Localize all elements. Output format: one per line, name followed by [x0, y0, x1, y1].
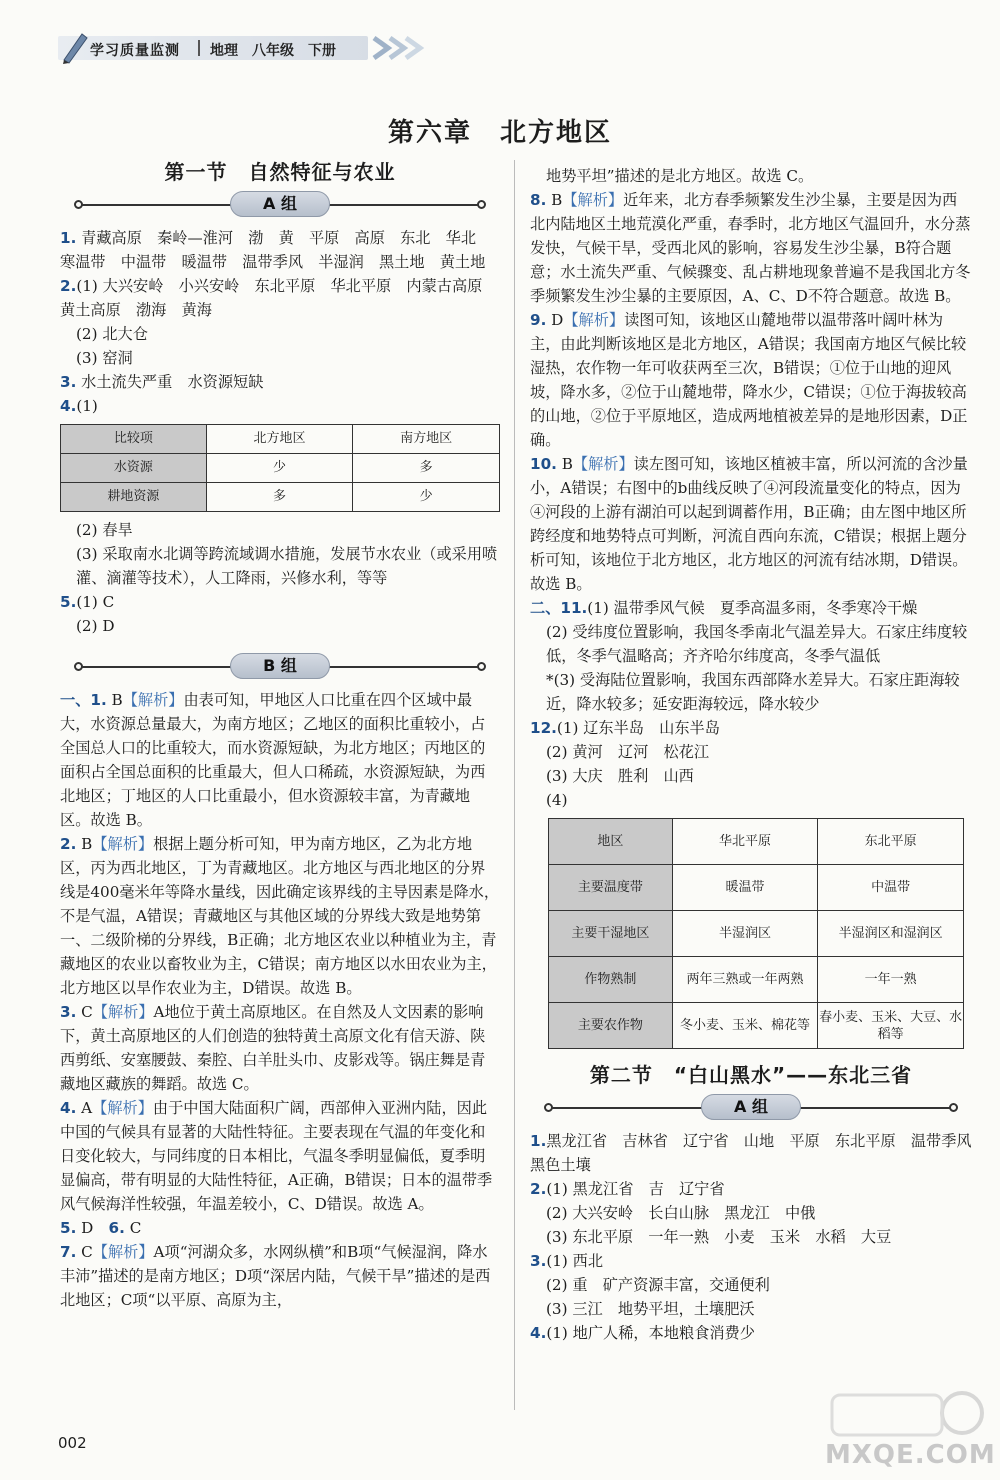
answer-b12-4: (4)	[546, 791, 568, 809]
answer-s2-2: 2.(1) 黑龙江省 吉 辽宁省	[530, 1180, 725, 1198]
answer-2-3: (3) 窑洞	[76, 349, 133, 367]
table-cell: 两年三熟或一年两熟	[672, 957, 818, 1003]
answer-choice: B	[561, 455, 573, 473]
answer-text: (1) 温带季风气候 夏季高温多雨，冬季寒冷干燥	[587, 599, 918, 617]
answer-b7: 7. C【解析】A项“河湖众多，水网纵横”和B项“气候湿润，降水丰沛”描述的是南方地区；D项“深居内陆，气候干旱”描述的是西北地区；C项“以平原、高原为主，	[60, 1243, 491, 1309]
answer-b11: 二、11.(1) 温带季风气候 夏季高温多雨，冬季寒冷干燥	[530, 599, 918, 617]
answer-3: 3. 水土流失严重 水资源短缺	[60, 373, 264, 391]
answer-choice: C	[129, 1219, 142, 1237]
answer-text: 读左图可知，该地区植被丰富，所以河流的含沙量小，A错误；右图中的b曲线反映了④河段流量变化的特点，因为④河段的上游有湖泊可以起到调蓄作用，B正确；由左图中地区所跨经度和地势特点可判断，河流自西向东流，C错误；根据上题分析可知，该地位于北方地区，北方地区的河流有结冰期，D错误。故选 B。	[530, 455, 968, 593]
answer-b2: 2. B【解析】根据上题分析可知，甲为南方地区，乙为北方地区，丙为西北地区，丁为青藏地区。北方地区与西北地区的分界线是400毫米年等降水量线，因此确定该界线的主导因素是降水，不是气温，A错误；青藏地区与其他区域的分界线大致是地势第一、二级阶梯的分界线，B正确；北方地区农业以种植业为主，青藏地区的农业以畜牧业为主，C错误；南方地区以水田农业为主，北方地区以旱作农业为主，D错误。故选 B。	[60, 835, 500, 997]
answer-text: 青藏高原 秦岭—淮河 渤 黄 平原 高原 东北 华北 寒温带 中温带 暖温带 温带季风 半湿润 黑土地 黄土地	[60, 229, 492, 271]
column-divider	[514, 160, 515, 1410]
table-row	[549, 1003, 964, 1049]
answer-5: 5.(1) C	[60, 593, 115, 611]
answer-choice: B	[551, 191, 563, 209]
answer-choice: C	[81, 1003, 93, 1021]
group-a2-badge: A 组	[701, 1094, 801, 1120]
answer-text: A地位于黄土高原地区。在自然及人文因素的影响下，黄土高原地区的人们创造的独特黄土高原文化有信天游、陕西剪纸、安塞腰鼓、秦腔、白羊肚头巾、皮影戏等。锅庄舞是青藏地区藏族的舞蹈。故选 C。	[60, 1003, 486, 1093]
answer-choice: B	[111, 691, 123, 709]
group-b-header	[60, 652, 500, 682]
group-a2-header	[530, 1093, 972, 1123]
answer-b12-2: (2) 黄河 辽河 松花江	[546, 743, 710, 761]
answer-b3: 3. C【解析】A地位于黄土高原地区。在自然及人文因素的影响下，黄土高原地区的人们创造的独特黄土高原文化有信天游、陕西剪纸、安塞腰鼓、秦腔、白羊肚头巾、皮影戏等。锅庄舞是青藏地区藏族的舞蹈。故选 C。	[60, 1003, 486, 1093]
table-cell: 耕地资源	[61, 483, 207, 512]
answer-b11-3: *(3) 受海陆位置影响，我国东西部降水差异大。石家庄距海较近，降水较多；延安距海较远，降水较少	[546, 671, 960, 713]
table-cell: 少	[206, 454, 353, 483]
answer-s2-4: 4.(1) 地广人稀，本地粮食消费少	[530, 1324, 755, 1342]
answer-b12-3: (3) 大庆 胜利 山西	[546, 767, 694, 785]
table-row	[61, 425, 500, 454]
table-cell: 多	[206, 483, 353, 512]
table-cell: 暖温带	[672, 865, 818, 911]
answer-2: 2.(1) 大兴安岭 小兴安岭 东北平原 华北平原 内蒙古高原 黄土高原 渤海 黄海	[60, 277, 498, 319]
table-cell: 地区	[549, 819, 673, 865]
answer-text: (1) 黑龙江省 吉 辽宁省	[546, 1180, 725, 1198]
answer-choice: D	[81, 1219, 94, 1237]
answer-s2-3-2: (2) 重 矿产资源丰富，交通便利	[546, 1276, 770, 1294]
group-dot-right	[477, 662, 486, 671]
group-a-header	[60, 190, 500, 220]
answer-choice: A	[81, 1099, 93, 1117]
table-cell: 比较项	[61, 425, 207, 454]
answer-text: (1) C	[76, 593, 115, 611]
answer-4-2: (2) 春旱	[76, 521, 133, 539]
answer-text: (1)	[76, 397, 98, 415]
answer-b1: 一、1. B【解析】由表可知，甲地区人口比重在四个区域中最大，水资源总量最大，为南方地区；乙地区的面积比重较小，占全国总人口的比重较大，而水资源短缺，为北方地区；丙地区的面积占全国总面积的比重最大，但人口稀疏，水资源短缺，为西北地区；丁地区的人口比重最小，但水资源较丰富，为青藏地区。故选 B。	[60, 691, 486, 829]
left-column	[60, 160, 500, 1312]
answer-s2-1: 1.黑龙江省 吉林省 辽宁省 山地 平原 东北平原 温带季风 黑色土壤	[530, 1132, 987, 1174]
table-row	[61, 454, 500, 483]
pen-icon	[60, 30, 90, 64]
answer-b5-b6: 5. D 6. C	[60, 1219, 142, 1237]
table-cell: 主要温度带	[549, 865, 673, 911]
answer-b7-cont: 地势平坦”描述的是北方地区。故选 C。	[546, 167, 814, 185]
table-row	[549, 865, 964, 911]
answer-choice: B	[81, 835, 93, 853]
answer-b9: 9. D【解析】读图可知，该地区山麓地带以温带落叶阔叶林为主，由此判断该地区是北方地区，A错误；我国南方地区气候比较湿热，农作物一年可收获两至三次，B错误；①位于山地的迎风坡，降水多，②位于山麓地带，降水少，C错误；①位于海拔较高的山地，②位于平原地区，造成两地植被差异的是地形因素，D正确。	[530, 311, 968, 449]
answer-text: 根据上题分析可知，甲为南方地区，乙为北方地区，丙为西北地区，丁为青藏地区。北方地区与西北地区的分界线是400毫米年等降水量线，因此确定该界线的主导因素是降水，不是气温，A错误；青藏地区与其他区域的分界线大致是地势第一、二级阶梯的分界线，B正确；北方地区农业以种植业为主，青藏地区的农业以畜牧业为主，C错误；南方地区以水田农业为主，北方地区以旱作农业为主，D错误。故选 B。	[60, 835, 500, 997]
plain-comparison-table	[548, 818, 964, 1049]
answer-text: 黑龙江省 吉林省 辽宁省 山地 平原 东北平原 温带季风 黑色土壤	[530, 1132, 987, 1174]
table-cell: 一年一熟	[818, 957, 964, 1003]
group-a-badge: A 组	[230, 191, 330, 217]
table-row	[549, 911, 964, 957]
answer-4: 4.(1)	[60, 397, 98, 415]
answer-text: (1) 大兴安岭 小兴安岭 东北平原 华北平原 内蒙古高原 黄土高原 渤海 黄海	[60, 277, 498, 319]
answer-4-3: (3) 采取南水北调等跨流域调水措施，发展节水农业（或采用喷灌、滴灌等技术），人工降雨，兴修水利，等等	[76, 545, 498, 587]
section-title: 第一节 自然特征与农业	[164, 160, 396, 184]
answer-s2-2-3: (3) 东北平原 一年一熟 小麦 玉米 水稻 大豆	[546, 1228, 892, 1246]
answer-s2-2-2: (2) 大兴安岭 长白山脉 黑龙江 中俄	[546, 1204, 816, 1222]
table-cell: 北方地区	[206, 425, 353, 454]
section-title-2: 第二节 “白山黑水”——东北三省	[589, 1063, 913, 1087]
page-number: 002	[58, 1434, 87, 1452]
answer-2-2: (2) 北大仓	[76, 325, 148, 343]
header-subject: 地理 八年级 下册	[210, 43, 336, 59]
table-cell: 半湿润区和湿润区	[818, 911, 964, 957]
table-cell: 主要干湿地区	[549, 911, 673, 957]
table-cell: 南方地区	[353, 425, 500, 454]
answer-b4: 4. A【解析】由于中国大陆面积广阔，西部伸入亚洲内陆，因此中国的气候具有显著的大陆性特征。主要表现在气温的年变化和日变化较大，与同纬度的日本相比，气温冬季明显偏低，夏季明显偏高，带有明显的大陆性特征，A正确，B错误；日本的温带季风气候海洋性较强，年温差较小，C、D错误。故选 A。	[60, 1099, 493, 1213]
table-row	[549, 819, 964, 865]
answer-s2-3-3: (3) 三江 地势平坦，土壤肥沃	[546, 1300, 755, 1318]
chevron-right-icon	[370, 34, 440, 62]
answer-b10: 10. B【解析】读左图可知，该地区植被丰富，所以河流的含沙量小，A错误；右图中的b曲线反映了④河段流量变化的特点，因为④河段的上游有湖泊可以起到调蓄作用，B正确；由左图中地区所跨经度和地势特点可判断，河流自西向东流，C错误；根据上题分析可知，该地位于北方地区，北方地区的河流有结冰期，D错误。故选 B。	[530, 455, 968, 593]
answer-text: (1) 辽东半岛 山东半岛	[556, 719, 720, 737]
watermark-text: MXQE.COM	[825, 1440, 996, 1470]
table-cell: 作物熟制	[549, 957, 673, 1003]
answer-choice: C	[81, 1243, 93, 1261]
table-cell: 多	[353, 454, 500, 483]
header-separator	[198, 40, 200, 56]
answer-choice: D	[551, 311, 564, 329]
answer-1: 1. 青藏高原 秦岭—淮河 渤 黄 平原 高原 东北 华北 寒温带 中温带 暖温带 温带季风 半湿润 黑土地 黄土地	[60, 229, 492, 271]
comparison-table	[60, 424, 500, 512]
header-title: 学习质量监测	[90, 43, 180, 59]
answer-b12: 12.(1) 辽东半岛 山东半岛	[530, 719, 720, 737]
table-cell: 主要农作物	[549, 1003, 673, 1049]
right-column	[530, 164, 987, 1345]
answer-text: (1) 地广人稀，本地粮食消费少	[546, 1324, 755, 1342]
answer-text: A项“河湖众多，水网纵横”和B项“气候湿润，降水丰沛”描述的是南方地区；D项“深居内陆，气候干旱”描述的是西北地区；C项“以平原、高原为主，	[60, 1243, 491, 1309]
group-dot-right	[477, 200, 486, 209]
table-cell: 春小麦、玉米、大豆、水稻等	[818, 1003, 964, 1049]
answer-text: 由于中国大陆面积广阔，西部伸入亚洲内陆，因此中国的气候具有显著的大陆性特征。主要表现在气温的年变化和日变化较大，与同纬度的日本相比，气温冬季明显偏低，夏季明显偏高，带有明显的大陆性特征，A正确，B错误；日本的温带季风气候海洋性较强，年温差较小，C、D错误。故选 A。	[60, 1099, 493, 1213]
answer-s2-3: 3.(1) 西北	[530, 1252, 604, 1270]
table-cell: 半湿润区	[672, 911, 818, 957]
answer-b11-2: (2) 受纬度位置影响，我国冬季南北气温差异大。石家庄纬度较低，冬季气温略高；齐齐哈尔纬度高，冬季气温低	[546, 623, 968, 665]
table-row	[61, 483, 500, 512]
table-cell: 水资源	[61, 454, 207, 483]
answer-b8: 8. B【解析】近年来，北方春季频繁发生沙尘暴，主要是因为西北内陆地区土地荒漠化严重，春季时，北方地区气温回升，水分蒸发快，气候干旱，受西北风的影响，容易发生沙尘暴，B符合题意；水土流失严重、气候骤变、乱占耕地现象普遍不是我国北方冬季频繁发生沙尘暴的主要原因，A、C、D不符合题意。故选 B。	[530, 191, 971, 305]
chapter-title: 第六章 北方地区	[387, 118, 612, 148]
answer-text: (1) 西北	[546, 1252, 604, 1270]
answer-text: 读图可知，该地区山麓地带以温带落叶阔叶林为主，由此判断该地区是北方地区，A错误；我国南方地区气候比较湿热，农作物一年可收获两至三次，B错误；①位于山地的迎风坡，降水多，②位于山麓地带，降水少，C错误；①位于海拔较高的山地，②位于平原地区，造成两地植被差异的是地形因素，D正确。	[530, 311, 968, 449]
group-b-badge: B 组	[230, 653, 330, 679]
table-cell: 中温带	[818, 865, 964, 911]
page-header	[58, 32, 438, 64]
table-cell: 东北平原	[818, 819, 964, 865]
table-cell: 冬小麦、玉米、棉花等	[672, 1003, 818, 1049]
answer-text: 水土流失严重 水资源短缺	[81, 373, 264, 391]
table-cell: 少	[353, 483, 500, 512]
answer-5-2: (2) D	[76, 617, 115, 635]
group-dot-right	[949, 1103, 958, 1112]
answer-text: 由表可知，甲地区人口比重在四个区域中最大，水资源总量最大，为南方地区；乙地区的面积比重较小，占全国总人口的比重较大，而水资源短缺，为北方地区；丙地区的面积占全国总面积的比重最大，但人口稀疏，水资源短缺，为西北地区；丁地区的人口比重最小，但水资源较丰富，为青藏地区。故选 B。	[60, 691, 486, 829]
table-cell: 华北平原	[672, 819, 818, 865]
table-row	[549, 957, 964, 1003]
answer-text: 近年来，北方春季频繁发生沙尘暴，主要是因为西北内陆地区土地荒漠化严重，春季时，北方地区气温回升，水分蒸发快，气候干旱，受西北风的影响，容易发生沙尘暴，B符合题意；水土流失严重、气候骤变、乱占耕地现象普遍不是我国北方冬季频繁发生沙尘暴的主要原因，A、C、D不符合题意。故选 B。	[530, 191, 971, 305]
